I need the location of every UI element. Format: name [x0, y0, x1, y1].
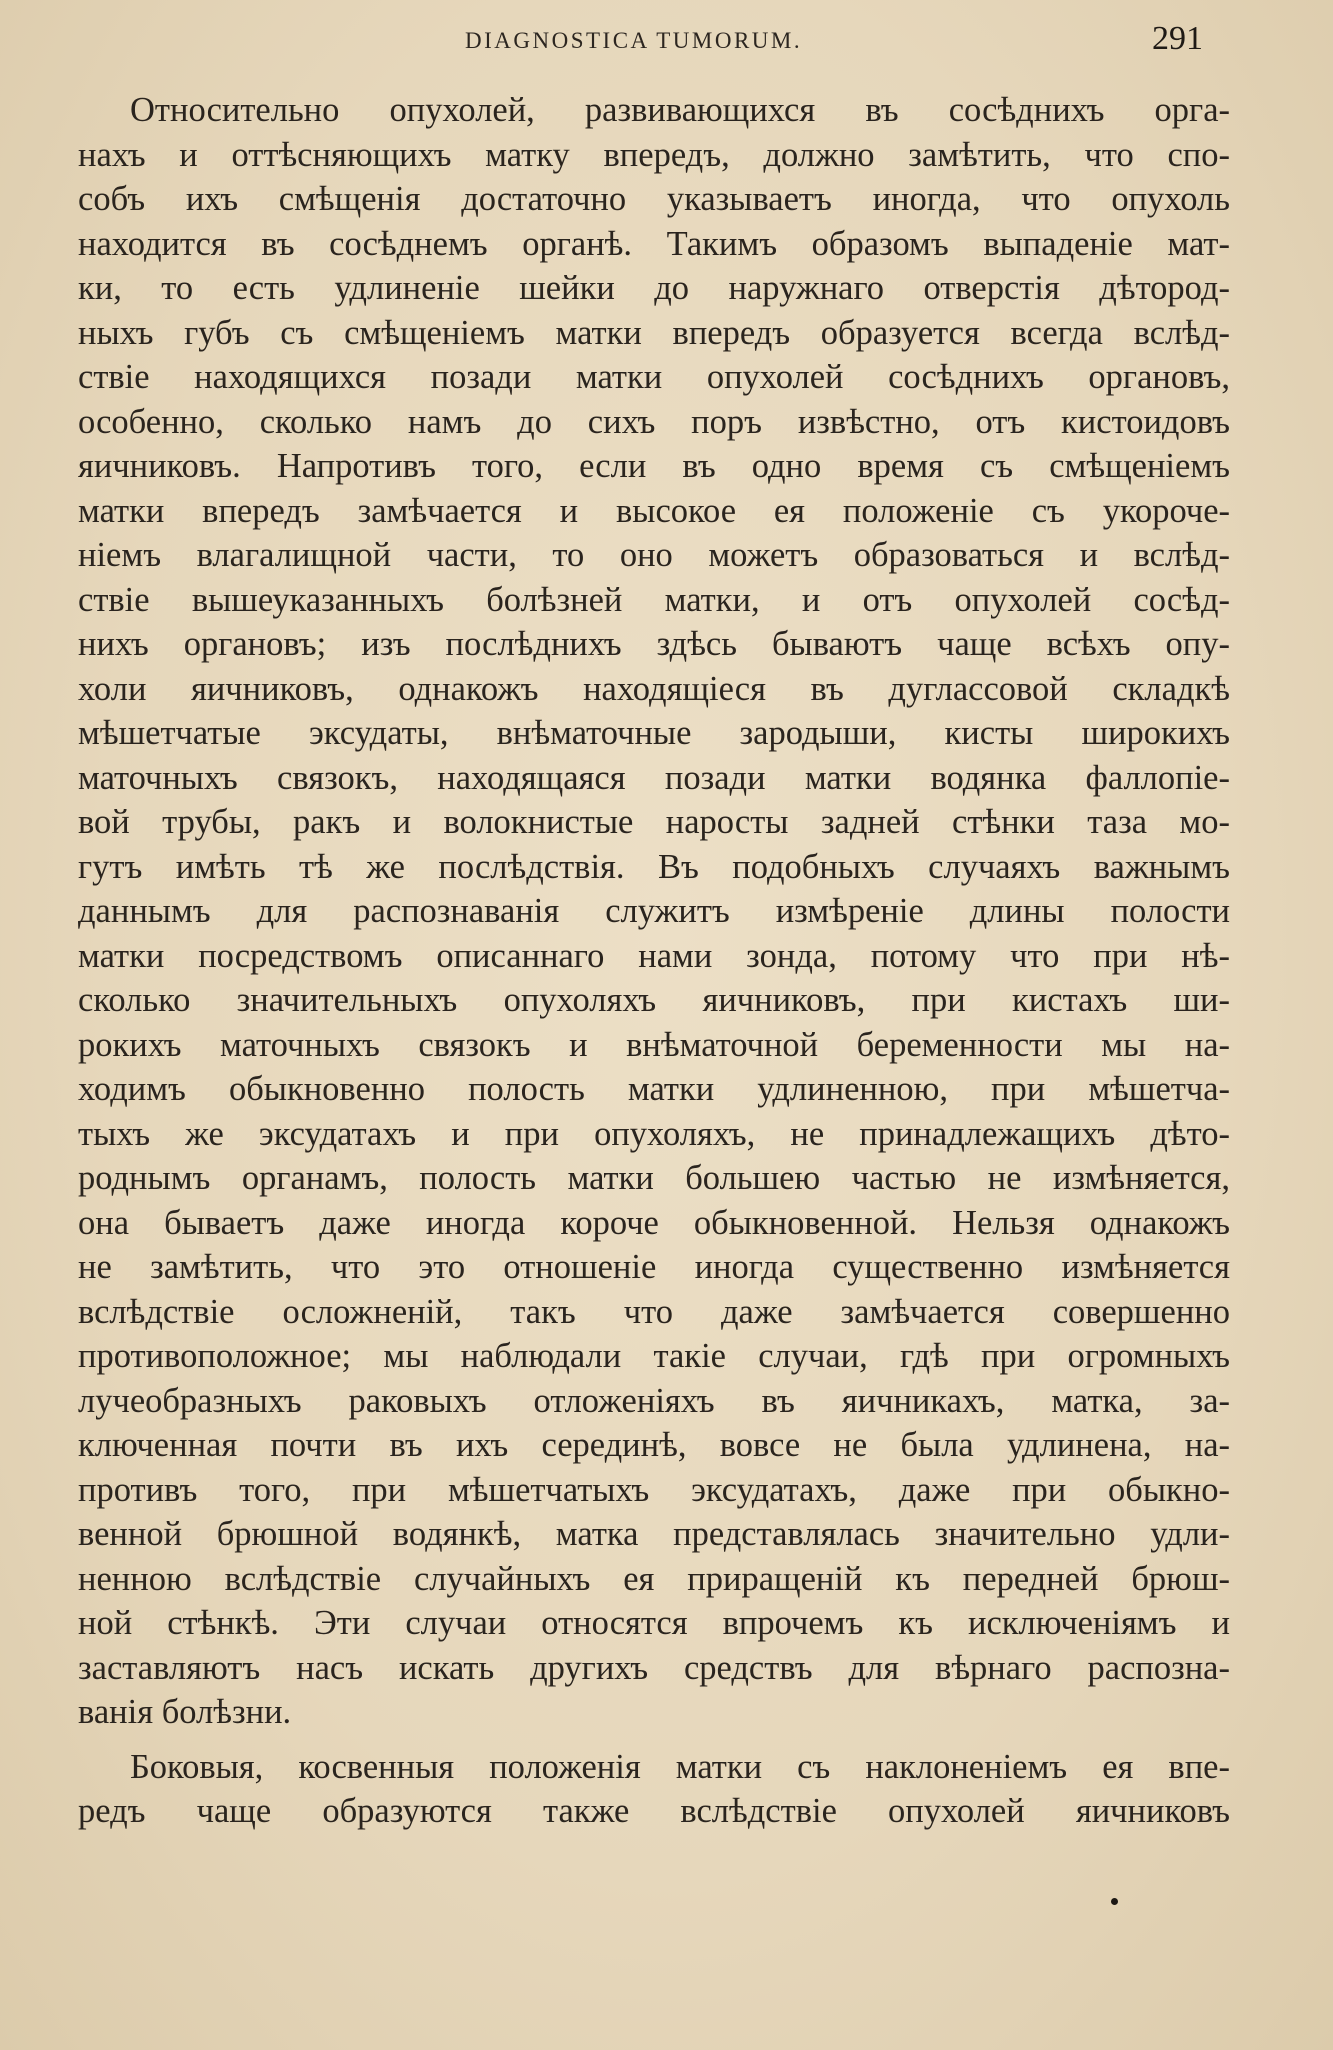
text-line: гутъ имѣть тѣ же послѣдствія. Въ подобныхъ случаяхъ важнымъ — [78, 847, 1230, 886]
text-line: маточныхъ связокъ, находящаяся позади матки водянка фаллопіе- — [78, 758, 1230, 797]
text-line: мѣшетчатые эксудаты, внѣматочные зародыши, кисты широкихъ — [78, 714, 1230, 752]
text-line: холи яичниковъ, однакожъ находящіеся въ дугласcовой складкѣ — [78, 669, 1230, 708]
text-line: ходимъ обыкновенно полость матки удлиненною, при мѣшетча- — [78, 1070, 1230, 1108]
text-line: не замѣтить, что это отношеніе иногда существенно измѣняется — [78, 1248, 1230, 1286]
text-line: тыхъ же эксудатахъ и при опухоляхъ, не принадлежащихъ дѣто- — [78, 1114, 1230, 1153]
running-title: DIAGNOSTICA TUMORUM. — [465, 28, 803, 53]
text-line: противъ того, при мѣшетчатыхъ эксудатахъ, даже при обыкно- — [78, 1470, 1230, 1509]
text-line: ключенная почти въ ихъ серединѣ, вовсе не была удлинена, на- — [78, 1426, 1230, 1464]
text-line: Относительно опухолей, развивающихся въ сосѣднихъ орга- — [130, 91, 1230, 129]
text-line: ненною вслѣдствіе случайныхъ ея приращеній къ передней брюш- — [78, 1559, 1230, 1598]
text-line: матки впередъ замѣчается и высокое ея положеніе съ укороче- — [78, 491, 1230, 530]
text-line: ствіе находящихся позади матки опухолей сосѣднихъ органовъ, — [78, 358, 1230, 396]
paragraph-1 — [78, 88, 1230, 1735]
text-line: ніемъ влагалищной части, то оно можетъ образоваться и вслѣд- — [78, 536, 1230, 574]
text-line: вслѣдствіе осложненій, такъ что даже замѣчается совершенно — [78, 1292, 1230, 1331]
paragraph-2 — [78, 1745, 1230, 1834]
text-line: ки, то есть удлиненіе шейки до наружнаго отверстія дѣтород- — [78, 269, 1230, 307]
text-line: лучеобразныхъ раковыхъ отложеніяхъ въ яичникахъ, матка, за- — [78, 1381, 1230, 1420]
text-line: собъ ихъ смѣщенія достаточно указываетъ иногда, что опухоль — [78, 180, 1230, 218]
text-line: она бываетъ даже иногда короче обыкновенной. Нельзя однакожъ — [78, 1203, 1230, 1242]
text-line: сколько значительныхъ опухоляхъ яичниковъ, при кистахъ ши- — [78, 981, 1230, 1019]
text-line: особенно, сколько намъ до сихъ поръ извѣстно, отъ кистоидовъ — [78, 402, 1230, 441]
body-text — [78, 88, 1230, 1834]
text-line: находится въ сосѣднемъ органѣ. Такимъ образомъ выпаденіе мат- — [78, 224, 1230, 263]
text-line: нахъ и оттѣсняющихъ матку впередъ, должно замѣтить, что спо- — [78, 135, 1230, 174]
text-line: венной брюшной водянкѣ, матка представлялась значительно удли- — [78, 1515, 1230, 1553]
text-line: рокихъ маточныхъ связокъ и внѣматочной беременности мы на- — [78, 1025, 1230, 1064]
text-line: ной стѣнкѣ. Эти случаи относятся впрочемъ къ исключеніямъ и — [78, 1604, 1230, 1642]
running-head — [0, 22, 1333, 62]
text-line: ствіе вышеуказанныхъ болѣзней матки, и отъ опухолей сосѣд- — [78, 580, 1230, 619]
text-line: ванія болѣзни. — [78, 1693, 292, 1731]
text-line: вой трубы, ракъ и волокнистые наросты задней стѣнки таза мо- — [78, 803, 1230, 841]
text-line: Боковыя, косвенныя положенія матки съ наклоненіемъ ея впе- — [130, 1747, 1230, 1786]
text-line: даннымъ для распознаванія служитъ измѣреніе длины полости — [78, 892, 1230, 930]
text-line: роднымъ органамъ, полость матки большею частью не измѣняется, — [78, 1159, 1230, 1197]
text-line: матки посредствомъ описаннаго нами зонда, потому что при нѣ- — [78, 936, 1230, 975]
text-line: противоположное; мы наблюдали такіе случаи, гдѣ при огромныхъ — [78, 1337, 1230, 1375]
text-line: яичниковъ. Напротивъ того, если въ одно время съ смѣщеніемъ — [78, 447, 1230, 485]
page-number: 291 — [1152, 20, 1203, 57]
text-line: ныхъ губъ съ смѣщеніемъ матки впередъ образуется всегда вслѣд- — [78, 313, 1230, 352]
text-line: редъ чаще образуются также вслѣдствіе опухолей яичниковъ — [78, 1792, 1230, 1830]
text-line: заставляютъ насъ искать другихъ средствъ для вѣрнаго распозна- — [78, 1648, 1230, 1687]
text-line: нихъ органовъ; изъ послѣднихъ здѣсь бываютъ чаще всѣхъ опу- — [78, 625, 1230, 663]
ink-speck — [1111, 1898, 1118, 1905]
